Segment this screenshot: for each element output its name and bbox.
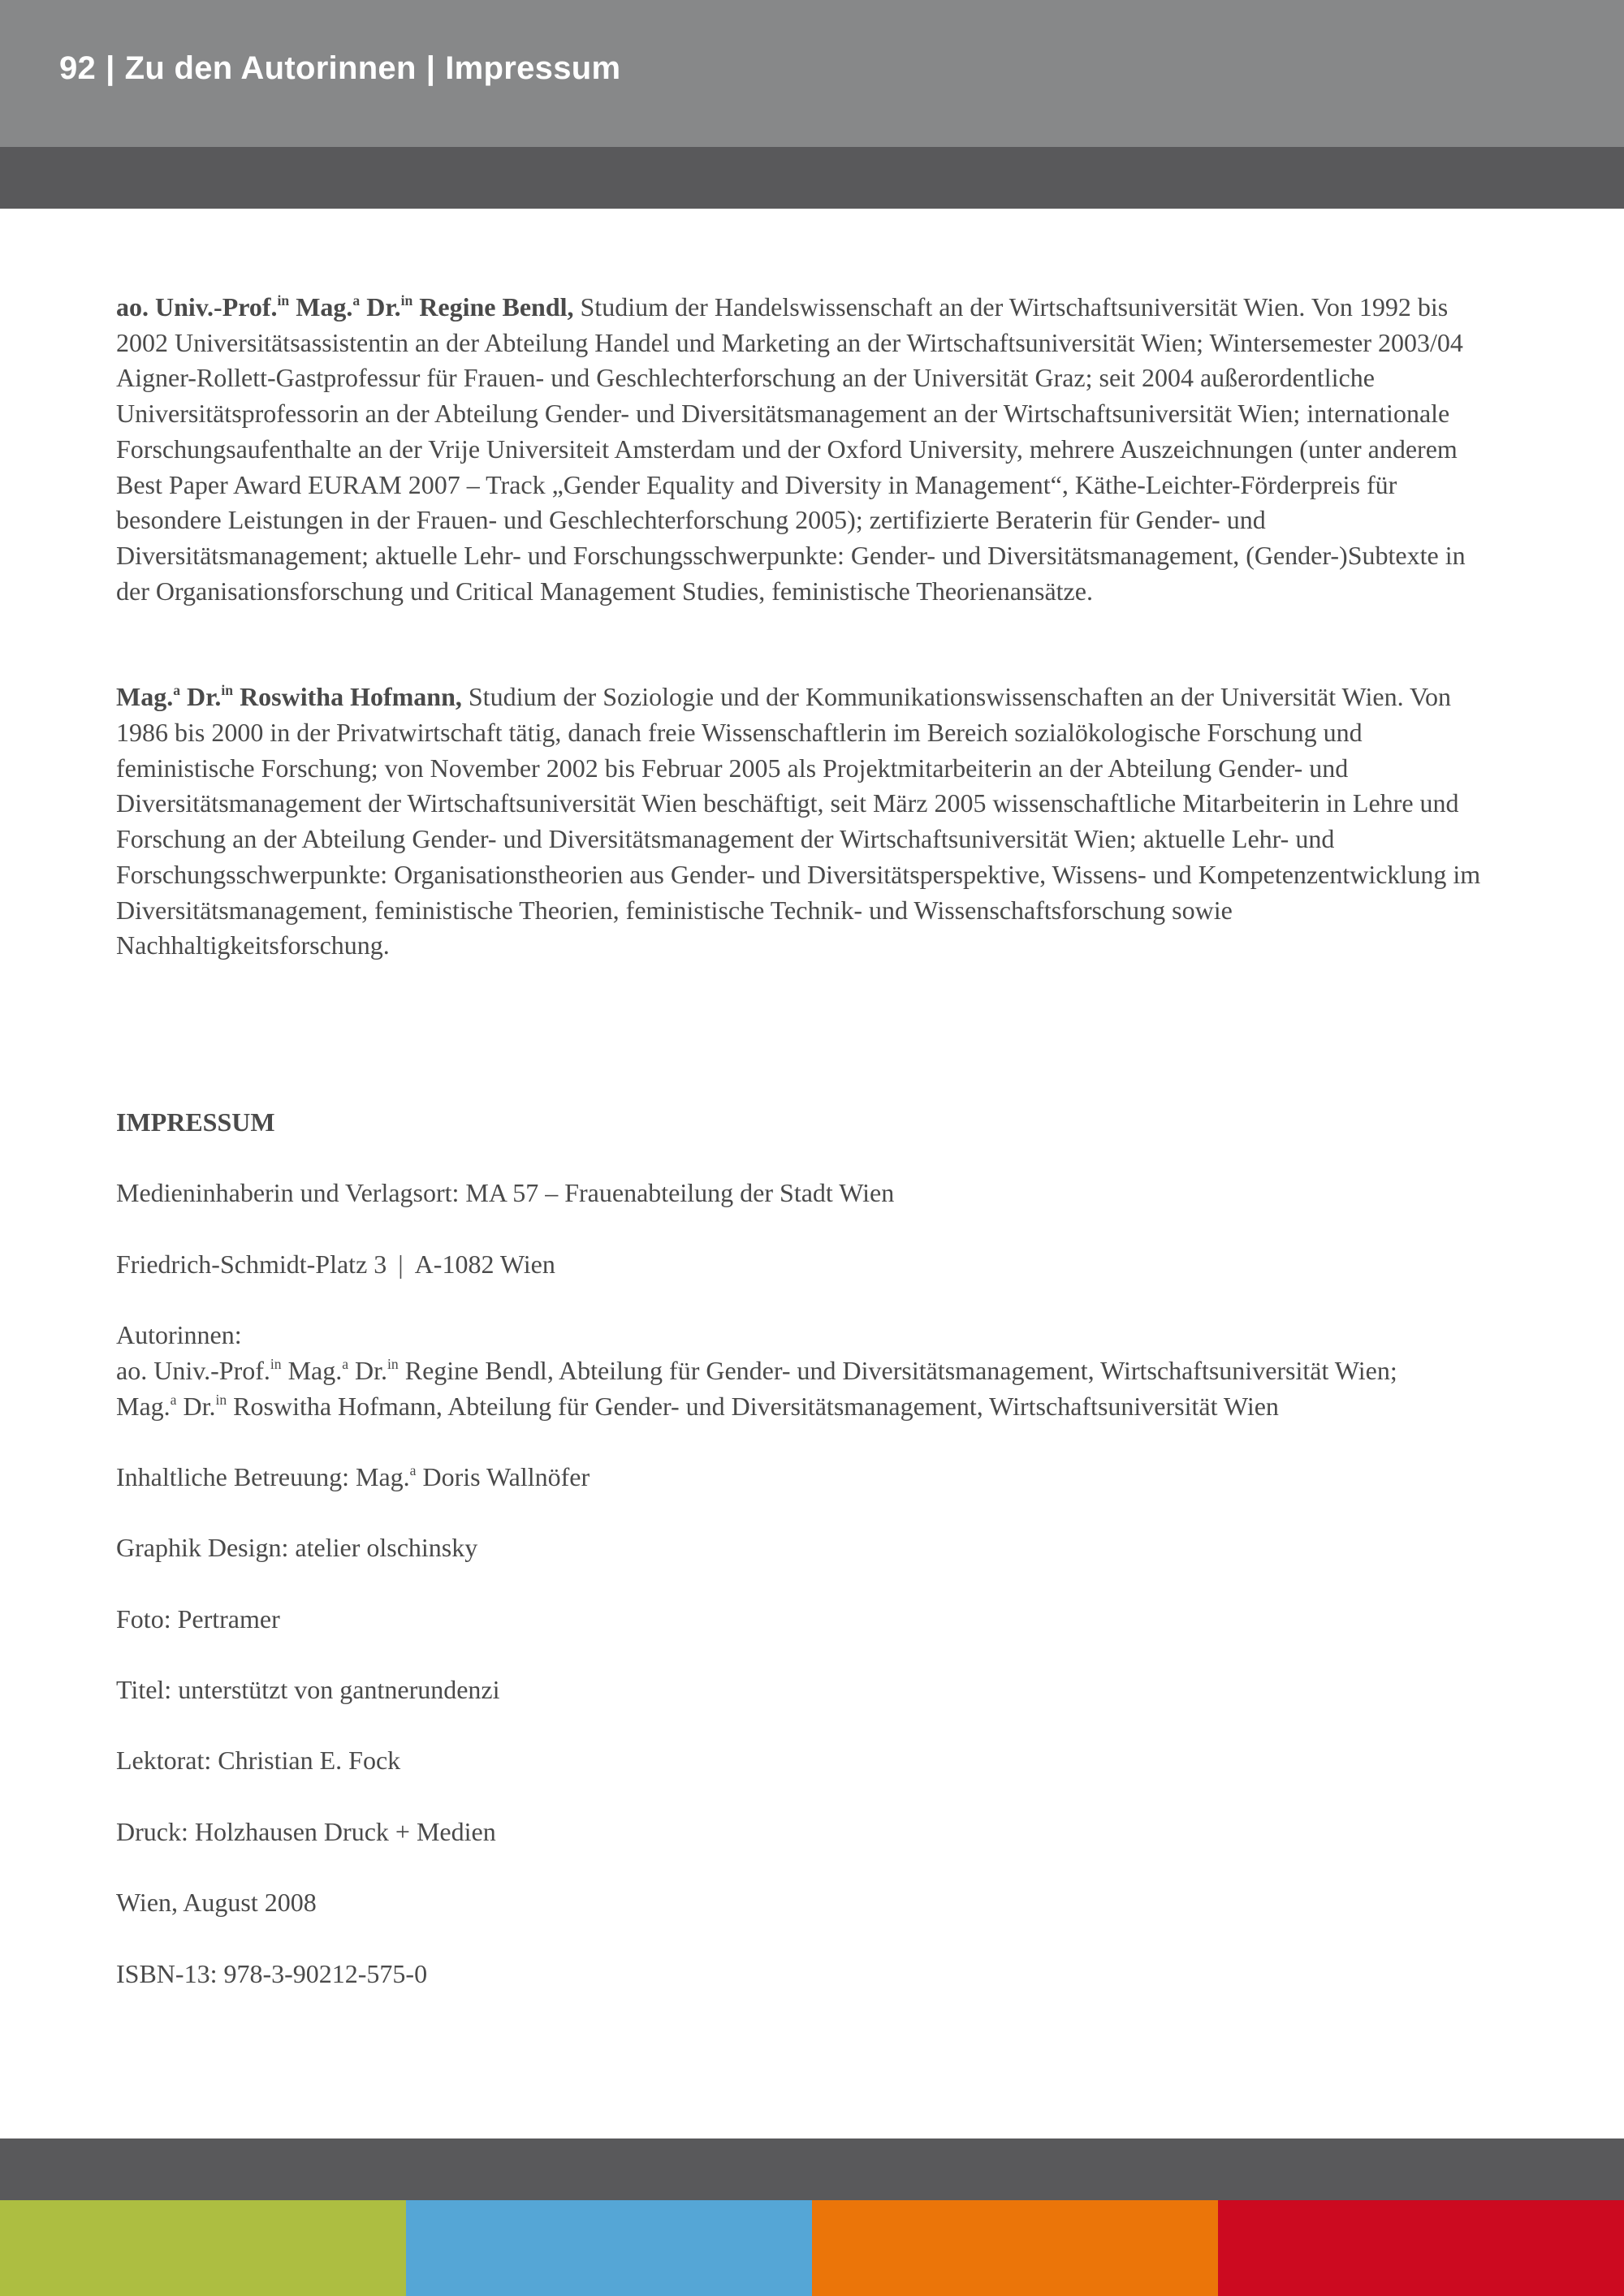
impressum-section <box>116 1105 1497 1992</box>
color-bar-orange <box>812 2200 1218 2296</box>
impressum-publisher: Medieninhaberin und Verlagsort: MA 57 – Frauenabteilung der Stadt Wien <box>116 1178 895 1208</box>
author-bio-hofmann <box>116 680 1497 964</box>
page-content <box>116 290 1497 2027</box>
impressum-isbn: ISBN-13: 978-3-90212-575-0 <box>116 1958 428 1988</box>
bio-name: Mag.$^a$ Dr.$^{in}$ Roswitha Hofmann, <box>116 682 462 712</box>
authors-label: Autorinnen: <box>116 1320 242 1350</box>
impressum-lektorat: Lektorat: Christian E. Fock <box>116 1746 401 1776</box>
impressum-foto: Foto: Pertramer <box>116 1603 280 1634</box>
header-subsection: Impressum <box>445 50 621 86</box>
color-bar-blue <box>406 2200 812 2296</box>
bio-text: Studium der Handelswissenschaft an der Wirtschaftsuniversität Wien. Von 1992 bis 2002 Universitätsassistentin an der Abteilung Handel und Marketing an der Wirtschaftsuniversität Wien; Wintersemester 2003/04 Aigner-Rollett-Gastprofessur für Frauen- und Geschlechterforschung an der Universität Graz; seit 2004 außerordentliche Universitätsprofessorin an der Abteilung Gender- und Diversitätsmanagement an der Wirtschaftsuniversität Wien; internationale Forschungsaufenthalte an der Vrije Universiteit Amsterdam und der Oxford University, mehrere Auszeichnungen (unter anderem Best Paper Award EURAM 2007 – Track „Gender Equality and Diversity in Management“, Käthe-Leichter-Förderpreis für besondere Leistungen in der Frauen- und Geschlechterforschung 2005); zertifizierte Beraterin für Gender- und Diversitätsmanagement; aktuelle Lehr- und Forschungsschwerpunkte: Gender- und Diversitätsmanagement, (Gender-)Subtexte in der Organisationsforschung und Critical Management Studies, feministische Theorienansätze. <box>116 292 1466 606</box>
impressum-authors <box>116 1318 1497 1424</box>
bio-name: ao. Univ.-Prof.$^{in}$ Mag.$^a$ Dr.$^{in}$ Regine Bendl, <box>116 291 574 322</box>
running-header <box>59 50 620 87</box>
header-section: Zu den Autorinnen <box>124 50 417 86</box>
impressum-date: Wien, August 2008 <box>116 1888 317 1918</box>
header-separator: | <box>425 50 436 86</box>
author-line-hofmann: Mag.$^a$ Dr.$^{in}$ Roswitha Hofmann, Abteilung für Gender- und Diversitätsmanagement, Wirtschaftsuniversität Wien <box>116 1391 1279 1421</box>
header-separator: | <box>106 50 115 86</box>
impressum-graphik: Graphik Design: atelier olschinsky <box>116 1533 478 1563</box>
impressum-heading: IMPRESSUM <box>116 1107 275 1137</box>
footer-band <box>0 2138 1624 2200</box>
author-line-bendl: ao. Univ.-Prof.$^{in}$ Mag.$^a$ Dr.$^{in}$ Regine Bendl, Abteilung für Gender- und Diversitätsmanagement, Wirtschaftsuniversität Wien; <box>116 1355 1397 1385</box>
impressum-address: Friedrich-Schmidt-Platz 3 | A-1082 Wien <box>116 1249 555 1279</box>
bio-text: Studium der Soziologie und der Kommunikationswissenschaften an der Universität Wien. Von 1986 bis 2000 in der Privatwirtschaft tätig, danach freie Wissenschaftlerin im Bereich sozialökologische Forschung und feministische Forschung; von November 2002 bis Februar 2005 als Projektmitarbeiterin an der Abteilung Gender- und Diversitätsmanagement der Wirtschaftsuniversität Wien beschäftigt, seit März 2005 wissenschaftliche Mitarbeiterin in Lehre und Forschung an der Abteilung Gender- und Diversitätsmanagement der Wirtschaftsuniversität Wien; aktuelle Lehr- und Forschungsschwerpunkte: Organisationstheorien aus Gender- und Diversitätsperspektive, Wissens- und Kompetenzentwicklung im Diversitätsmanagement, feministische Theorien, feministische Technik- und Wissenschaftsforschung sowie Nachhaltigkeitsforschung. <box>116 682 1481 960</box>
impressum-betreuung: Inhaltliche Betreuung: Mag.$^a$ Doris Wallnöfer <box>116 1461 590 1491</box>
color-bar-green <box>0 2200 406 2296</box>
author-bio-bendl <box>116 290 1497 609</box>
impressum-titel: Titel: unterstützt von gantnerundenzi <box>116 1675 500 1705</box>
page-number: 92 <box>59 50 97 86</box>
color-bar-red <box>1218 2200 1624 2296</box>
header-band <box>0 147 1624 209</box>
page-header <box>0 0 1624 147</box>
impressum-druck: Druck: Holzhausen Druck + Medien <box>116 1816 496 1846</box>
